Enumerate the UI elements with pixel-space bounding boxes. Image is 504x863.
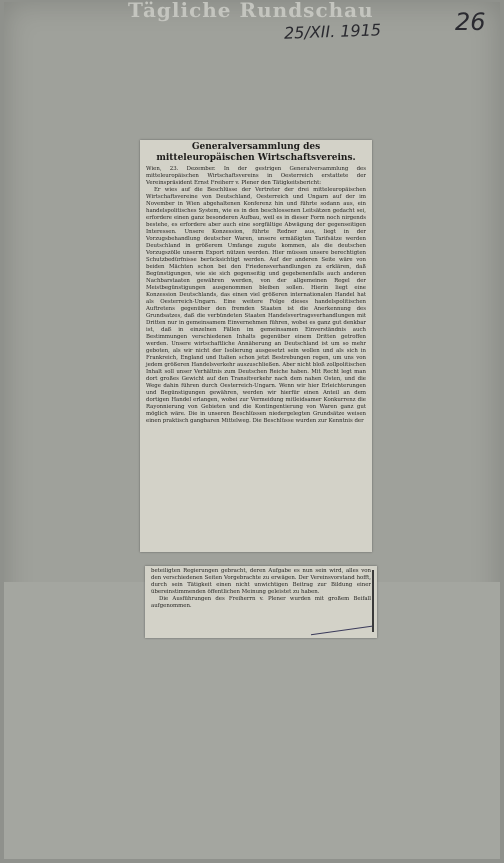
closing-paragraph: Die Ausführungen des Freiherrn v. Plener wurden mit großem Beifall aufgenommen. [151,596,371,609]
newspaper-masthead: Tägliche Rundschau [128,0,374,22]
margin-pencil-line [372,570,374,632]
newspaper-clipping [140,140,372,552]
handwritten-date: 25/XII. 1915 [283,20,382,43]
continuation-column [151,568,371,610]
continuation-body [151,568,371,610]
article-body [146,166,366,425]
article-column [146,142,366,425]
article-main-paragraph: Er wies auf die Beschlüsse der Vertreter der drei mitteleuropäischen Wirtschaftsvereine von Deutschland, Oesterreich und Ungarn auf der im November in Wien abgehaltenen Konferenz hin und führte sodann aus, ein handelspolitisches System, wie es in den beschlossenen Leitsätzen gedacht sei, erfordere einen ganz besonderen Aufbau, weil es in dieser Form noch nirgends bestehe, es erfordere aber auch eine sorgfältige Abwägung der gegenseitigen Interessen. Unsere Konzession, führte Redner aus, liegt in der Vorzugsbehandlung deutscher Waren, unsere ermäßigten Tarifsätze werden Deutschland in größerem Umfange zugute kommen, als die deutschen Vorzugszölle unserm Export nützen werden. Hier müssen unsere berechtigten Schutzbedürfnisse berücksichtigt werden. Auf der anderen Seite wäre von beiden Mächten schon bei den Friedensverhandlungen zu erklären, daß Begünstigungen, wie sie sich gegenseitig und gegebenenfalls auch anderen Nachbarstaaten gewähren werden, von der allgemeinen Regel der Meistbegünstigungen ausgenommen bleiben sollen. Hierin liegt eine Konzession Deutschlands, das einen viel größeren internationalen Handel hat als Oesterreich-Ungarn. Eine weitere Folge dieses handelspolitischen Auftretens gegenüber den fremden Staaten ist die Anerkennung des Grundsatzes, daß die verbündeten Staaten Handelsvertragsverhandlungen mit Dritten nur in gemeinsamem Einvernehmen führen, wobei es ganz gut denkbar ist, daß in einzelnen Fällen im gemeinsamen Einverständnis auch Bestimmungen verschiedenen Inhalts gegenüber einem Dritten getroffen werden. Unsere wirtschaftliche Annäherung an Deutschland ist um so mehr geboten, als wir nicht der Isolierung ausgesetzt sein wollen und als sich in Frankreich, England und Italien schon jetzt Bestrebungen regen, um uns von jedem größeren Handelsverkehr auszuschließen. Aber nicht bloß zollpolitischen Inhalt soll unser Verhältnis zum Deutschen Reiche haben. Mit Recht legt man dort großes Gewicht auf den Transitverkehr nach dem nahen Osten, und die Wege dahin führen durch Oesterreich-Ungarn. Wenn wir hier Erleichterungen und Begünstigungen gewähren, werden wir hierfür einen Anteil an dem dortigen Handel erlangen, wobei zur Vermeidung mitleidsamer Konkurrenz die Rayonnierung von Gebieten und die Kontingentierung von Waren ganz gut möglich wäre. Die in unseren Beschlüssen niedergelegten Grundsätze weisen einen praktisch gangbaren Mittelweg. Die Beschlüsse wurden zur Kenntnis der [146,187,366,424]
article-headline: Generalversammlung des mitteleuropäischen Wirtschaftsvereins. [156,142,356,163]
continuation-paragraph: beteiligten Regierungen gebracht, deren Aufgabe es nun sein wird, alles von den verschiedenen Seiten Vorgebrachte zu erwägen. Der Vereinsvorstand hofft, durch sein Tätigkeit einen nicht unwichtigen Beitrag zur Bildung einer übereinstimmenden öffentlichen Meinung geleistet zu haben. [151,568,371,595]
article-lead-paragraph: Wien, 23. Dezember. In der gestrigen Generalversammlung des mitteleuropäischen Wirtschaftsvereins in Oesterreich erstattete der Vereinspräsident Ernst Freiherr v. Plener den Tätigkeitsbericht: [146,166,366,186]
handwritten-folio-number: 26 [455,8,486,36]
